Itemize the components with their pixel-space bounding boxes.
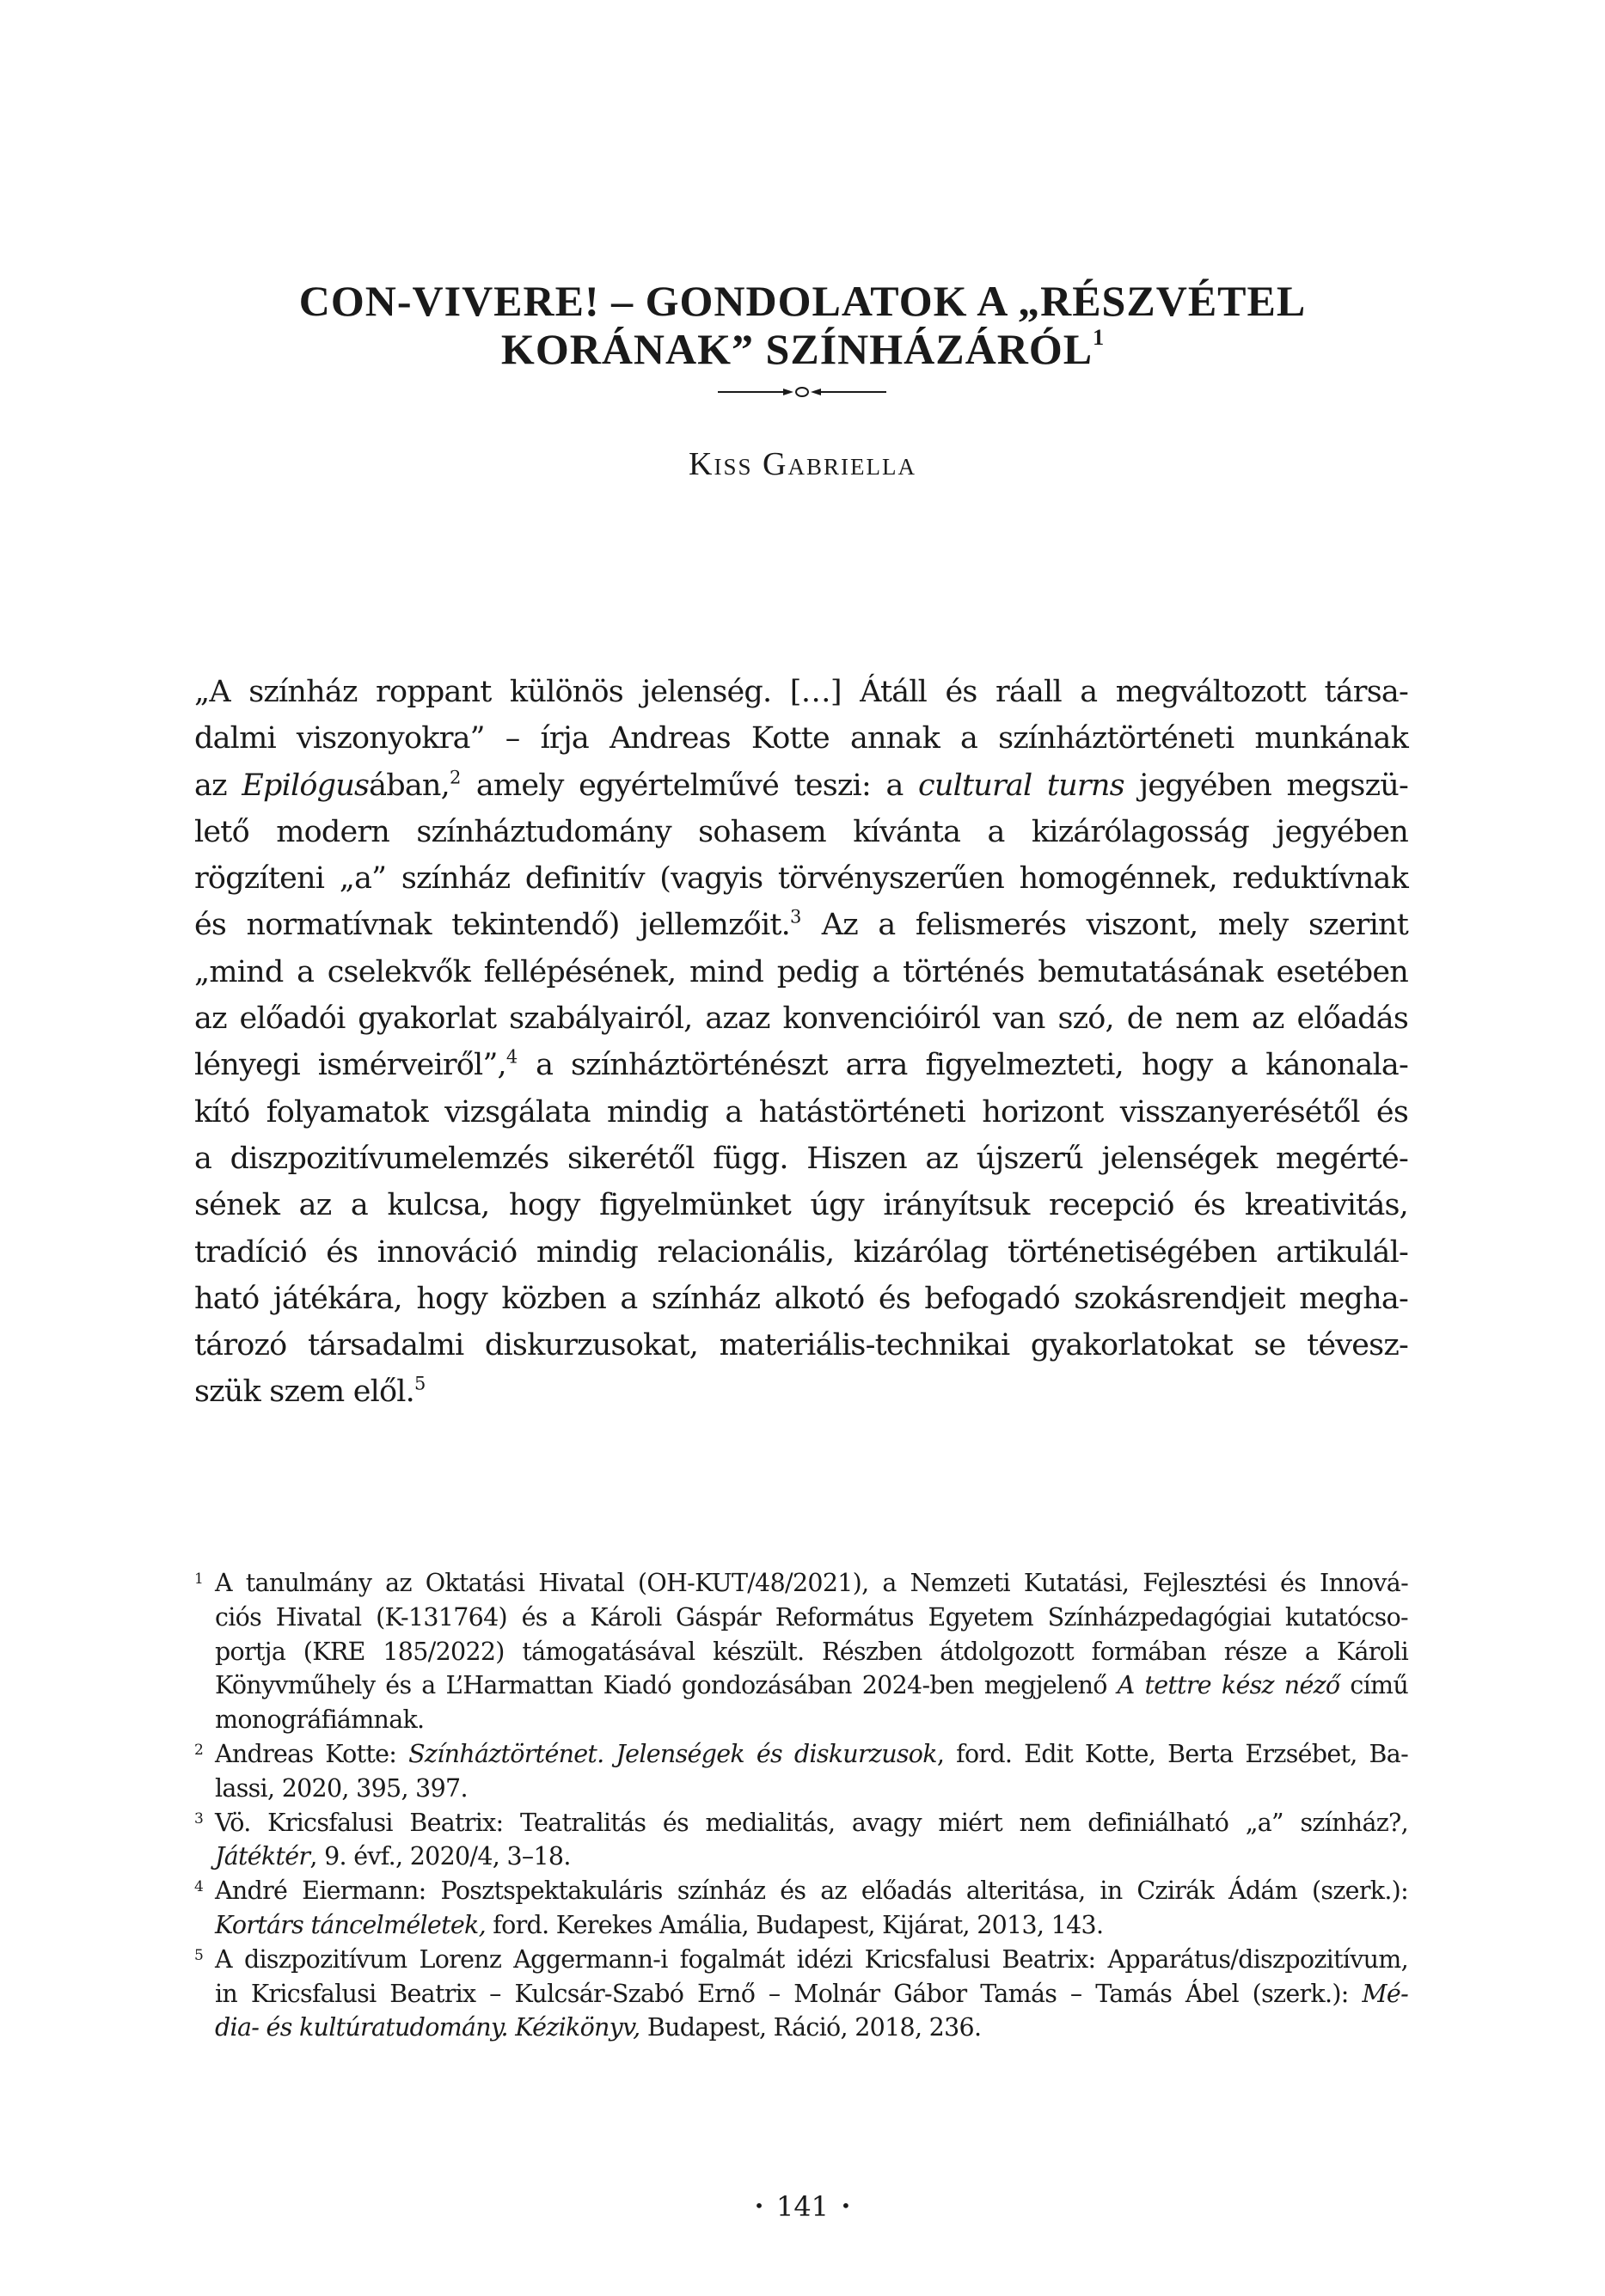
footnote-line: A tanulmány az Oktatási Hivatal (OH-KUT/48/2021), a Nemzeti Kutatási, Fejlesztési és Innová- [215,1569,1408,1597]
footnote-line [215,1977,1408,2011]
italic-book-title: dia- és kultúratudomány. Kézikönyv, [215,2013,640,2042]
body-line: ható játékára, hogy közben a színház alkotó és befogadó szokásrendjeit megha- [194,1281,1408,1316]
title-line-2 [0,325,1605,373]
page-number [0,2190,1605,2223]
footnote-text-segment: című [1339,1671,1408,1700]
italic-book-title: Színháztörténet. Jelenségek és diskurzusok [408,1739,937,1768]
footnote-number: 2 [194,1741,204,1759]
body-text-segment: jegyében megszü- [1124,768,1408,803]
italic-book-title: Mé- [1362,1979,1408,2008]
title-footnote-ref[interactable]: 1 [1093,324,1105,350]
author-name: Kiss Gabriella [689,446,916,482]
body-line: „A színház roppant különös jelenség. […] Átáll és ráall a megváltozott társa- [194,675,1408,709]
body-text-segment: amely egyértelművé teszi: a [461,768,919,803]
footnote-5 [194,1943,1408,2045]
footnote-number: 5 [194,1946,204,1964]
body-line: kító folyamatok vizsgálata mindig a hatástörténeti horizont visszanyerésétől és [194,1094,1408,1130]
body-line: a diszpozitívumelemzés sikerétől függ. Hiszen az újszerű jelenségek megérté- [194,1141,1408,1176]
body-text-segment: lényegi ismérveiről”, [194,1048,506,1083]
body-line: tradíció és innováció mindig relacionális, kizárólag történetiségében artikulál- [194,1234,1408,1270]
footnote-number: 3 [194,1809,204,1828]
footnote-line: lassi, 2020, 395, 397. [215,1773,468,1803]
body-line [194,1042,1408,1088]
body-text-segment: és normatívnak tekintendő) jellemzőit. [194,908,790,943]
italic-book-title: A tettre kész néző [1117,1671,1340,1700]
body-line: tározó társadalmi diskurzusokat, materiális-technikai gyakorlatokat se tévesz- [194,1328,1408,1363]
bullet-ornament-icon: • [754,2195,764,2216]
footnote-text-segment: Andreas Kotte: [215,1739,409,1768]
footnote-text-segment: Budapest, Ráció, 2018, 236. [640,2013,982,2042]
title-line-2-text: KORÁNAK” SZÍNHÁZÁRÓL [500,324,1093,373]
body-line: rögzíteni „a” színház definitív (vagyis törvényszerűen homogénnek, reduktívnak [194,861,1408,897]
body-text-segment: a színháztörténészt arra figyelmezteti, hogy a kánonala- [518,1048,1408,1083]
body-line [194,1368,1408,1415]
body-line [194,902,1408,948]
footnote-number: 4 [194,1878,204,1896]
body-line: „mind a cselekvők fellépésének, mind pedig a történés bemutatásának esetében [194,954,1408,989]
footnote-2 [194,1737,1408,1806]
footnote-4 [194,1874,1408,1943]
footnote-line [215,1668,1408,1703]
footnote-1 [194,1566,1408,1737]
page-number-value: 141 [775,2190,830,2223]
italic-term: cultural turns [918,768,1124,803]
footnote-text-segment: ford. Kerekes Amália, Budapest, Kijárat, 2013, 143. [485,1910,1104,1939]
footnote-text-segment: , 9. évf., 2020/4, 3–18. [309,1842,571,1871]
footnote-ref-3[interactable]: 3 [789,906,802,928]
footnote-text-segment: , ford. Edit Kotte, Berta Erzsébet, Ba- [936,1739,1409,1768]
footnote-line [215,1908,1408,1943]
footnote-line [215,1840,1408,1874]
ornament-divider-icon [716,382,888,402]
footnotes-section [194,1566,1408,2045]
footnote-ref-4[interactable]: 4 [505,1046,518,1068]
article-title [0,277,1605,373]
footnote-line [215,1737,1408,1772]
body-text-segment: szük szem elől. [194,1375,415,1410]
footnote-line: Vö. Kricsfalusi Beatrix: Teatralitás és medialitás, avagy miért nem definiálható „a” színház?, [215,1808,1408,1837]
footnote-line: monográfiámnak. [215,1705,425,1735]
body-line: lető modern színháztudomány sohasem kívánta a kizárólagosság jegyében [194,814,1408,849]
italic-journal-title: Játéktér [215,1842,310,1871]
body-line: az előadói gyakorlat szabályairól, azaz konvencióiról van szó, de nem az előadás [194,1001,1408,1037]
footnote-line: portja (KRE 185/2022) támogatásával készült. Részben átdolgozott formában része a Károli [215,1637,1408,1666]
footnote-number: 1 [194,1570,204,1588]
body-line: sének az a kulcsa, hogy figyelmünket úgy irányítsuk recepció és kreativitás, [194,1188,1408,1223]
footnote-line: André Eiermann: Posztspektakuláris színház és az előadás alteritása, in Czirák Ádám (szerk.): [215,1877,1408,1906]
italic-book-title: Kortárs táncelméletek, [215,1910,486,1939]
body-line: dalmi viszonyokra” – írja Andreas Kotte annak a színháztörténeti munkának [194,721,1408,756]
bullet-ornament-icon: • [841,2195,851,2216]
footnote-3 [194,1806,1408,1875]
footnote-line [215,2011,1408,2045]
footnote-ref-5[interactable]: 5 [414,1373,426,1394]
title-line-1: CON-VIVERE! – GONDOLATOK A „RÉSZVÉTEL [298,276,1307,325]
footnote-line: ciós Hivatal (K-131764) és a Károli Gáspár Református Egyetem Színházpedagógiai kutatócso- [215,1602,1408,1632]
italic-term: Epilógus [242,768,370,803]
footnote-text-segment: in Kricsfalusi Beatrix – Kulcsár-Szabó Ernő – Molnár Gábor Tamás – Tamás Ábel (szerk.): [215,1979,1363,2008]
body-paragraph [194,669,1408,1416]
body-text-segment: ában, [369,768,450,803]
footnote-line: A diszpozitívum Lorenz Aggermann-i fogalmát idézi Kricsfalusi Beatrix: Apparátus/diszpozitívum, [215,1944,1408,1974]
footnote-ref-2[interactable]: 2 [449,766,462,787]
footnote-text-segment: Könyvműhely és a L’Harmattan Kiadó gondozásában 2024-ben megjelenő [215,1671,1118,1700]
body-line [194,762,1408,809]
body-text-segment: Az a felismerés viszont, mely szerint [801,908,1409,943]
body-text-segment: az [194,768,242,803]
